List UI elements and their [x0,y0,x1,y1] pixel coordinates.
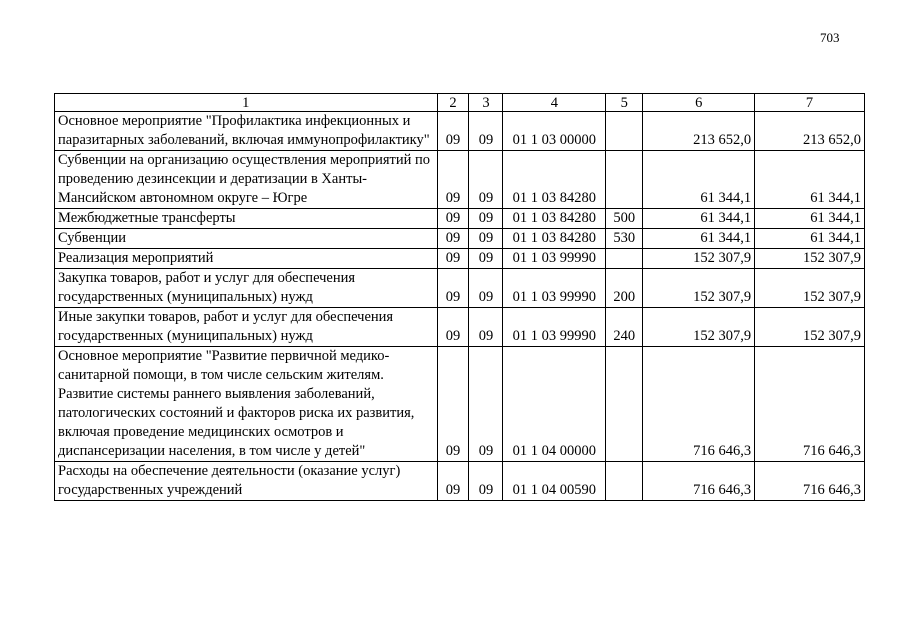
row-sum1: 61 344,1 [643,209,755,229]
header-col-7: 7 [755,94,865,112]
row-sum2: 152 307,9 [755,269,865,308]
row-sum2: 716 646,3 [755,347,865,462]
row-sum2: 61 344,1 [755,151,865,209]
table-row [55,229,865,249]
row-vr [606,347,643,462]
row-csr: 01 1 04 00590 [503,462,606,501]
header-col-3: 3 [469,94,503,112]
row-pr: 09 [469,347,503,462]
row-csr: 01 1 03 99990 [503,249,606,269]
row-pr: 09 [469,308,503,347]
row-sum1: 716 646,3 [643,462,755,501]
row-csr: 01 1 03 84280 [503,151,606,209]
row-sum2: 213 652,0 [755,112,865,151]
row-name: Основное мероприятие "Профилактика инфекционных и паразитарных заболеваний, включая иммунопрофилактику" [55,112,438,151]
row-csr: 01 1 03 99990 [503,269,606,308]
row-sum2: 716 646,3 [755,462,865,501]
row-rz: 09 [437,462,469,501]
row-sum2: 152 307,9 [755,249,865,269]
budget-table [54,93,865,501]
row-name: Закупка товаров, работ и услуг для обеспечения государственных (муниципальных) нужд [55,269,438,308]
table-row [55,462,865,501]
row-sum1: 152 307,9 [643,269,755,308]
table-row [55,269,865,308]
row-csr: 01 1 03 84280 [503,209,606,229]
row-name: Основное мероприятие "Развитие первичной медико-санитарной помощи, в том числе сельским жителям. Развитие системы раннего выявления заболеваний, патологических состояний и факторов риска их развития, включая проведение медицинских осмотров и диспансеризации населения, в том числе у детей" [55,347,438,462]
row-sum1: 213 652,0 [643,112,755,151]
row-pr: 09 [469,151,503,209]
row-vr [606,151,643,209]
row-sum1: 152 307,9 [643,308,755,347]
row-vr [606,249,643,269]
header-col-5: 5 [606,94,643,112]
row-rz: 09 [437,112,469,151]
header-col-2: 2 [437,94,469,112]
row-sum1: 152 307,9 [643,249,755,269]
table-row [55,112,865,151]
row-rz: 09 [437,347,469,462]
row-csr: 01 1 03 84280 [503,229,606,249]
row-rz: 09 [437,209,469,229]
row-vr: 530 [606,229,643,249]
row-vr: 200 [606,269,643,308]
row-pr: 09 [469,229,503,249]
table-row [55,347,865,462]
row-pr: 09 [469,209,503,229]
row-sum2: 61 344,1 [755,229,865,249]
table-row [55,151,865,209]
page-number: 703 [820,30,840,45]
header-col-6: 6 [643,94,755,112]
row-name: Субвенции [55,229,438,249]
row-pr: 09 [469,112,503,151]
table-row [55,249,865,269]
row-rz: 09 [437,229,469,249]
header-col-4: 4 [503,94,606,112]
row-pr: 09 [469,462,503,501]
row-name: Субвенции на организацию осуществления мероприятий по проведению дезинсекции и дератизации в Ханты-Мансийском автономном округе – Югре [55,151,438,209]
header-col-1: 1 [55,94,438,112]
row-vr [606,112,643,151]
table-row [55,308,865,347]
row-vr: 500 [606,209,643,229]
row-sum1: 61 344,1 [643,151,755,209]
row-sum1: 61 344,1 [643,229,755,249]
row-sum2: 61 344,1 [755,209,865,229]
row-rz: 09 [437,249,469,269]
row-name: Расходы на обеспечение деятельности (оказание услуг) государственных учреждений [55,462,438,501]
header-row [55,94,865,112]
table-row [55,209,865,229]
row-rz: 09 [437,308,469,347]
row-csr: 01 1 04 00000 [503,347,606,462]
row-name: Межбюджетные трансферты [55,209,438,229]
row-sum2: 152 307,9 [755,308,865,347]
row-name: Иные закупки товаров, работ и услуг для обеспечения государственных (муниципальных) нужд [55,308,438,347]
row-name: Реализация мероприятий [55,249,438,269]
row-csr: 01 1 03 99990 [503,308,606,347]
row-vr: 240 [606,308,643,347]
row-sum1: 716 646,3 [643,347,755,462]
row-pr: 09 [469,249,503,269]
row-rz: 09 [437,151,469,209]
row-pr: 09 [469,269,503,308]
row-rz: 09 [437,269,469,308]
row-vr [606,462,643,501]
row-csr: 01 1 03 00000 [503,112,606,151]
